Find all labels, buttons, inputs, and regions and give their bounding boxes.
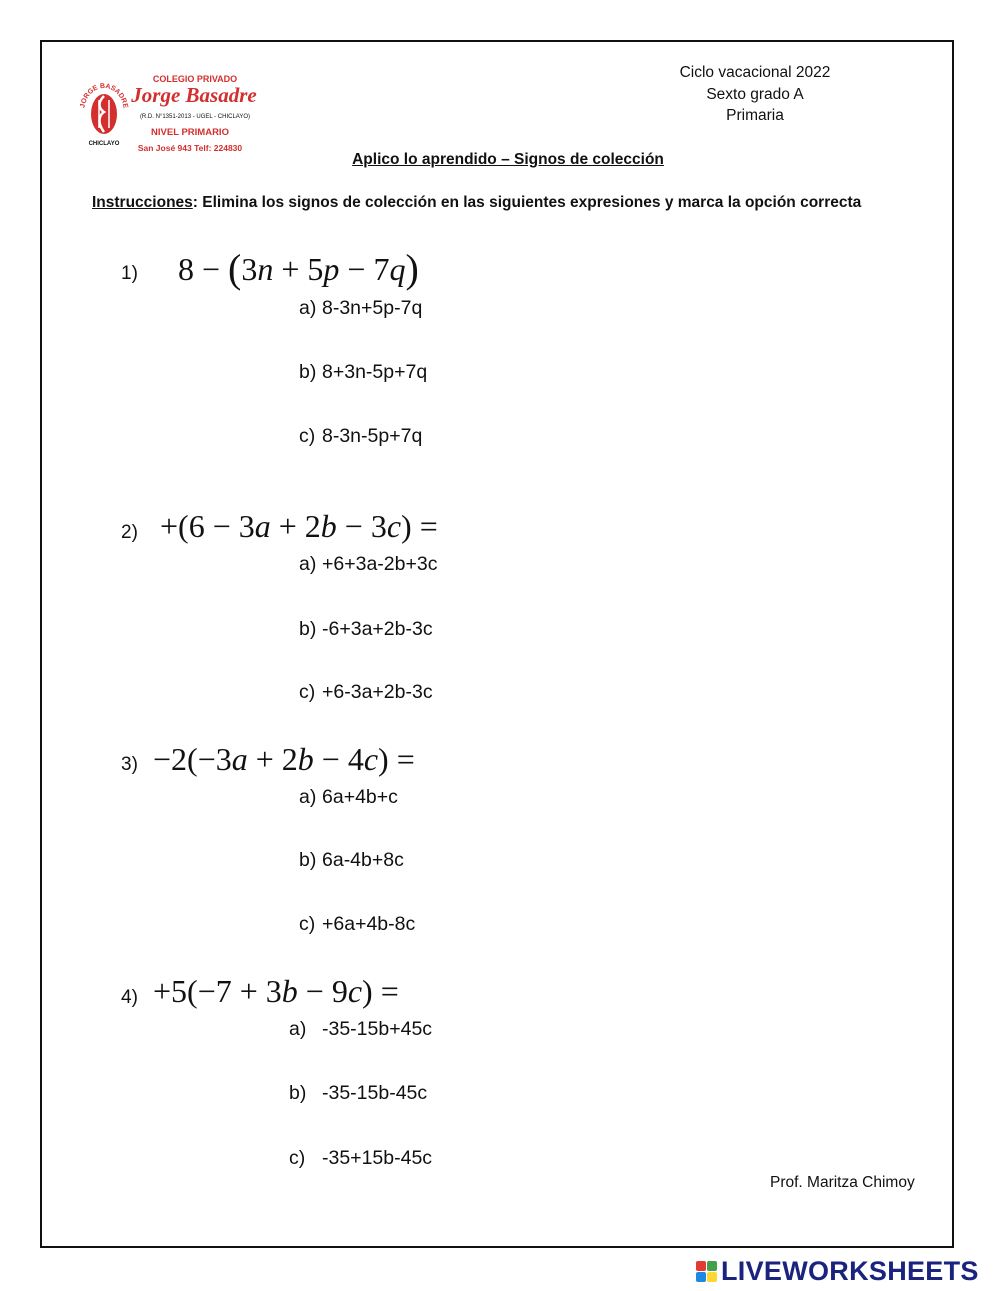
instructions-text: : Elimina los signos de colección en las siguientes expresiones y marca la opción correcta — [192, 194, 862, 211]
svg-text:JORGE BASADRE: JORGE BASADRE — [79, 82, 129, 109]
question-1-option-c[interactable]: c) 8-3n-5p+7q — [299, 425, 423, 447]
teacher-name: Prof. Maritza Chimoy — [770, 1174, 915, 1191]
question-4-option-b[interactable]: b) -35-15b-45c — [289, 1082, 428, 1104]
question-2-option-b[interactable]: b) -6+3a+2b-3c — [299, 618, 433, 640]
liveworksheets-logo-icon — [696, 1261, 717, 1282]
question-2-option-a[interactable]: a) +6+3a-2b+3c — [299, 553, 438, 575]
logo-city: CHICLAYO — [88, 141, 120, 147]
question-4-option-a[interactable]: a) -35-15b+45c — [289, 1018, 433, 1040]
question-1-option-b[interactable]: b) 8+3n-5p+7q — [299, 361, 428, 383]
question-1-number: 1) — [121, 263, 138, 284]
logo-rd: (R.D. N°1351-2013 - UGEL - CHICLAYO) — [139, 114, 251, 120]
question-1-option-a[interactable]: a) 8-3n+5p-7q — [299, 297, 423, 319]
logo-nivel: NIVEL PRIMARIO — [151, 127, 229, 138]
question-3-option-a[interactable]: a) 6a+4b+c — [299, 786, 398, 808]
header-grade: Sexto grado A — [706, 86, 804, 103]
worksheet-frame — [40, 40, 954, 1248]
question-4-expression: +5(−7 + 3b − 9c) = — [153, 973, 399, 1009]
logo-school-name: Jorge Basadre — [131, 83, 257, 107]
question-4-number: 4) — [121, 987, 138, 1008]
question-3-expression: −2(−3a + 2b − 4c) = — [153, 741, 415, 777]
instructions — [92, 194, 861, 212]
question-2-option-c[interactable]: c) +6-3a+2b-3c — [299, 681, 433, 703]
header-cycle: Ciclo vacacional 2022 — [679, 64, 831, 81]
logo-address: San José 943 Telf: 224830 — [137, 143, 243, 153]
question-3-number: 3) — [121, 754, 138, 775]
question-4-option-c[interactable]: c) -35+15b-45c — [289, 1147, 433, 1169]
liveworksheets-text: LIVEWORKSHEETS — [721, 1255, 979, 1286]
question-2-expression: +(6 − 3a + 2b − 3c) = — [160, 508, 438, 544]
question-1-expression: 8 − (3n + 5p − 7q) — [178, 246, 419, 291]
logo-colegio: COLEGIO PRIVADO — [152, 74, 238, 84]
header-level: Primaria — [726, 107, 784, 124]
instructions-label: Instrucciones — [92, 194, 193, 211]
page-title: Aplico lo aprendido – Signos de colección — [352, 151, 664, 168]
school-crest-icon — [78, 72, 130, 150]
question-3-option-b[interactable]: b) 6a-4b+8c — [299, 849, 404, 871]
question-3-option-c[interactable]: c) +6a+4b-8c — [299, 913, 416, 935]
question-2-number: 2) — [121, 522, 138, 543]
liveworksheets-watermark — [696, 1256, 979, 1286]
